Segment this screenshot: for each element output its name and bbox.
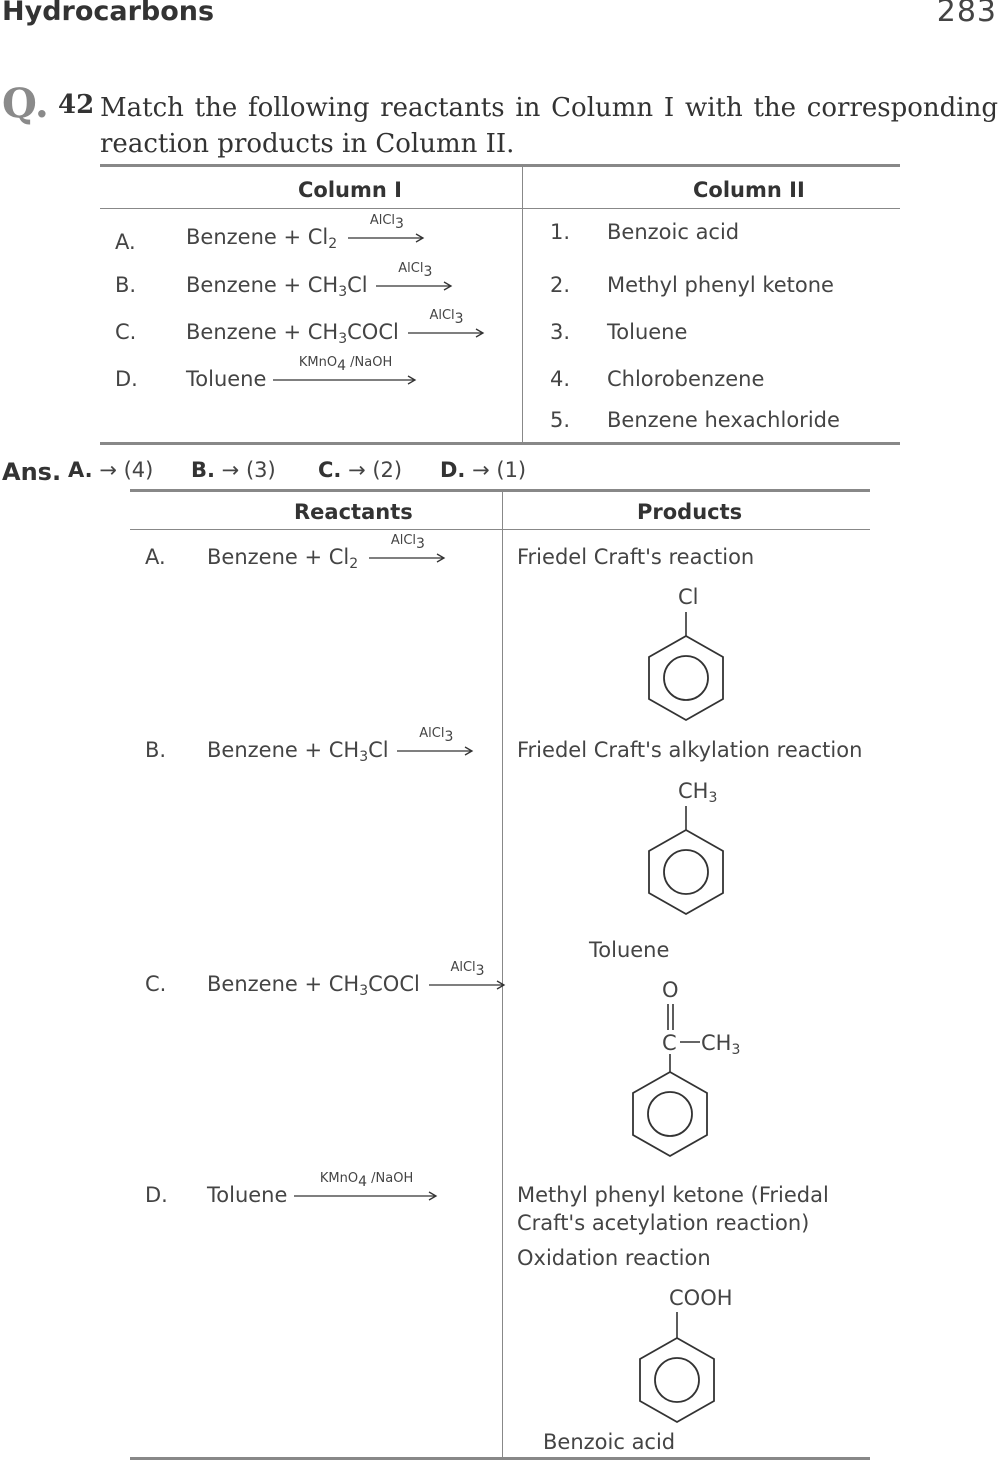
reaction-arrow: AlCl$_3$ (429, 980, 507, 990)
answer-row-label: C. (145, 972, 167, 996)
reaction-arrow: AlCl$_3$ (348, 233, 426, 243)
product-description: Craft's acetylation reaction) (517, 1211, 810, 1235)
table-bottom-rule (100, 442, 900, 445)
answer-row-label: D. (145, 1183, 168, 1207)
col2-product: Chlorobenzene (607, 367, 765, 391)
product-description: Friedel Craft's reaction (517, 545, 755, 569)
substituent-label: Cl (678, 585, 699, 609)
answer-label: Ans. (2, 458, 62, 486)
chlorobenzene-structure (640, 608, 732, 724)
carbonyl-double-bond (664, 1004, 678, 1030)
reaction-arrow: KMnO$_4$ /NaOH (273, 375, 418, 385)
page-header-title: Hydrocarbons (2, 0, 215, 27)
column-1-header: Column I (298, 178, 402, 202)
answer-table-top-rule (130, 489, 870, 492)
col1-label: D. (115, 367, 138, 391)
table-header-rule (100, 208, 900, 209)
col2-product: Benzoic acid (607, 220, 740, 244)
substituent-label: COOH (669, 1286, 733, 1310)
answer-table-header-rule (130, 529, 870, 530)
col2-label: 2. (550, 273, 571, 297)
table-column-divider (522, 166, 523, 444)
table-top-rule (100, 164, 900, 167)
ketone-oxygen-label: O (662, 978, 679, 1002)
col2-label: 3. (550, 320, 571, 344)
reaction-arrow: AlCl$_3$ (408, 328, 486, 338)
col1-reactant: Toluene KMnO$_4$ /NaOH (186, 367, 418, 391)
col2-label: 1. (550, 220, 571, 244)
reaction-arrow: AlCl$_3$ (376, 281, 454, 291)
col1-label: A. (115, 230, 136, 254)
product-description: Methyl phenyl ketone (Friedal (517, 1183, 829, 1207)
ketone-carbon-label: C (662, 1031, 677, 1055)
answer-item: A. → (4) (68, 458, 154, 482)
answer-table-bottom-rule (130, 1457, 870, 1460)
structure-caption: Toluene (589, 938, 670, 962)
question-text: Match the following reactants in Column I with the corresponding reaction products in Column II. (100, 93, 998, 159)
answer-row-label: A. (145, 545, 166, 569)
col1-reactant: Benzene + $CH_3Cl$ AlCl$_3$ (186, 273, 454, 297)
question-mark: Q. (2, 80, 49, 127)
answer-row-reactant: Benzene + $CH_3COCl$ AlCl$_3$ (207, 972, 507, 996)
reaction-arrow: AlCl$_3$ (397, 746, 475, 756)
answer-row-reactant: Toluene KMnO$_4$ /NaOH (207, 1183, 439, 1207)
ketone-methyl-bond (680, 1038, 702, 1046)
col2-product: Toluene (607, 320, 688, 344)
reaction-arrow: AlCl$_3$ (369, 553, 447, 563)
benzoic-acid-structure (631, 1310, 723, 1426)
answer-item: D. → (1) (440, 458, 527, 482)
acetophenone-structure (624, 1054, 716, 1158)
answer-row-reactant: Benzene + $Cl_2$ AlCl$_3$ (207, 545, 447, 569)
col2-label: 5. (550, 408, 571, 432)
ketone-methyl-label: $CH_3$ (701, 1031, 741, 1058)
answer-row-reactant: Benzene + $CH_3Cl$ AlCl$_3$ (207, 738, 475, 762)
reactants-header: Reactants (294, 500, 413, 524)
answer-item: B. → (3) (191, 458, 276, 482)
products-header: Products (637, 500, 743, 524)
question-number: 42 (58, 90, 95, 120)
col2-product: Benzene hexachloride (607, 408, 840, 432)
substituent-label: $CH_3$ (678, 779, 718, 806)
column-2-header: Column II (693, 178, 805, 202)
col2-label: 4. (550, 367, 571, 391)
toluene-structure (640, 802, 732, 918)
answer-row-label: B. (145, 738, 167, 762)
col2-product: Methyl phenyl ketone (607, 273, 834, 297)
col1-label: C. (115, 320, 137, 344)
structure-caption: Benzoic acid (543, 1430, 676, 1454)
reaction-arrow: KMnO$_4$ /NaOH (294, 1191, 439, 1201)
product-description: Oxidation reaction (517, 1246, 711, 1270)
page-number: 283 (936, 0, 997, 29)
answer-item: C. → (2) (318, 458, 403, 482)
col1-label: B. (115, 273, 137, 297)
col1-reactant: Benzene + $CH_3COCl$ AlCl$_3$ (186, 320, 486, 344)
product-description: Friedel Craft's alkylation reaction (517, 738, 863, 762)
col1-reactant: Benzene + $Cl_2$ AlCl$_3$ (186, 225, 426, 249)
